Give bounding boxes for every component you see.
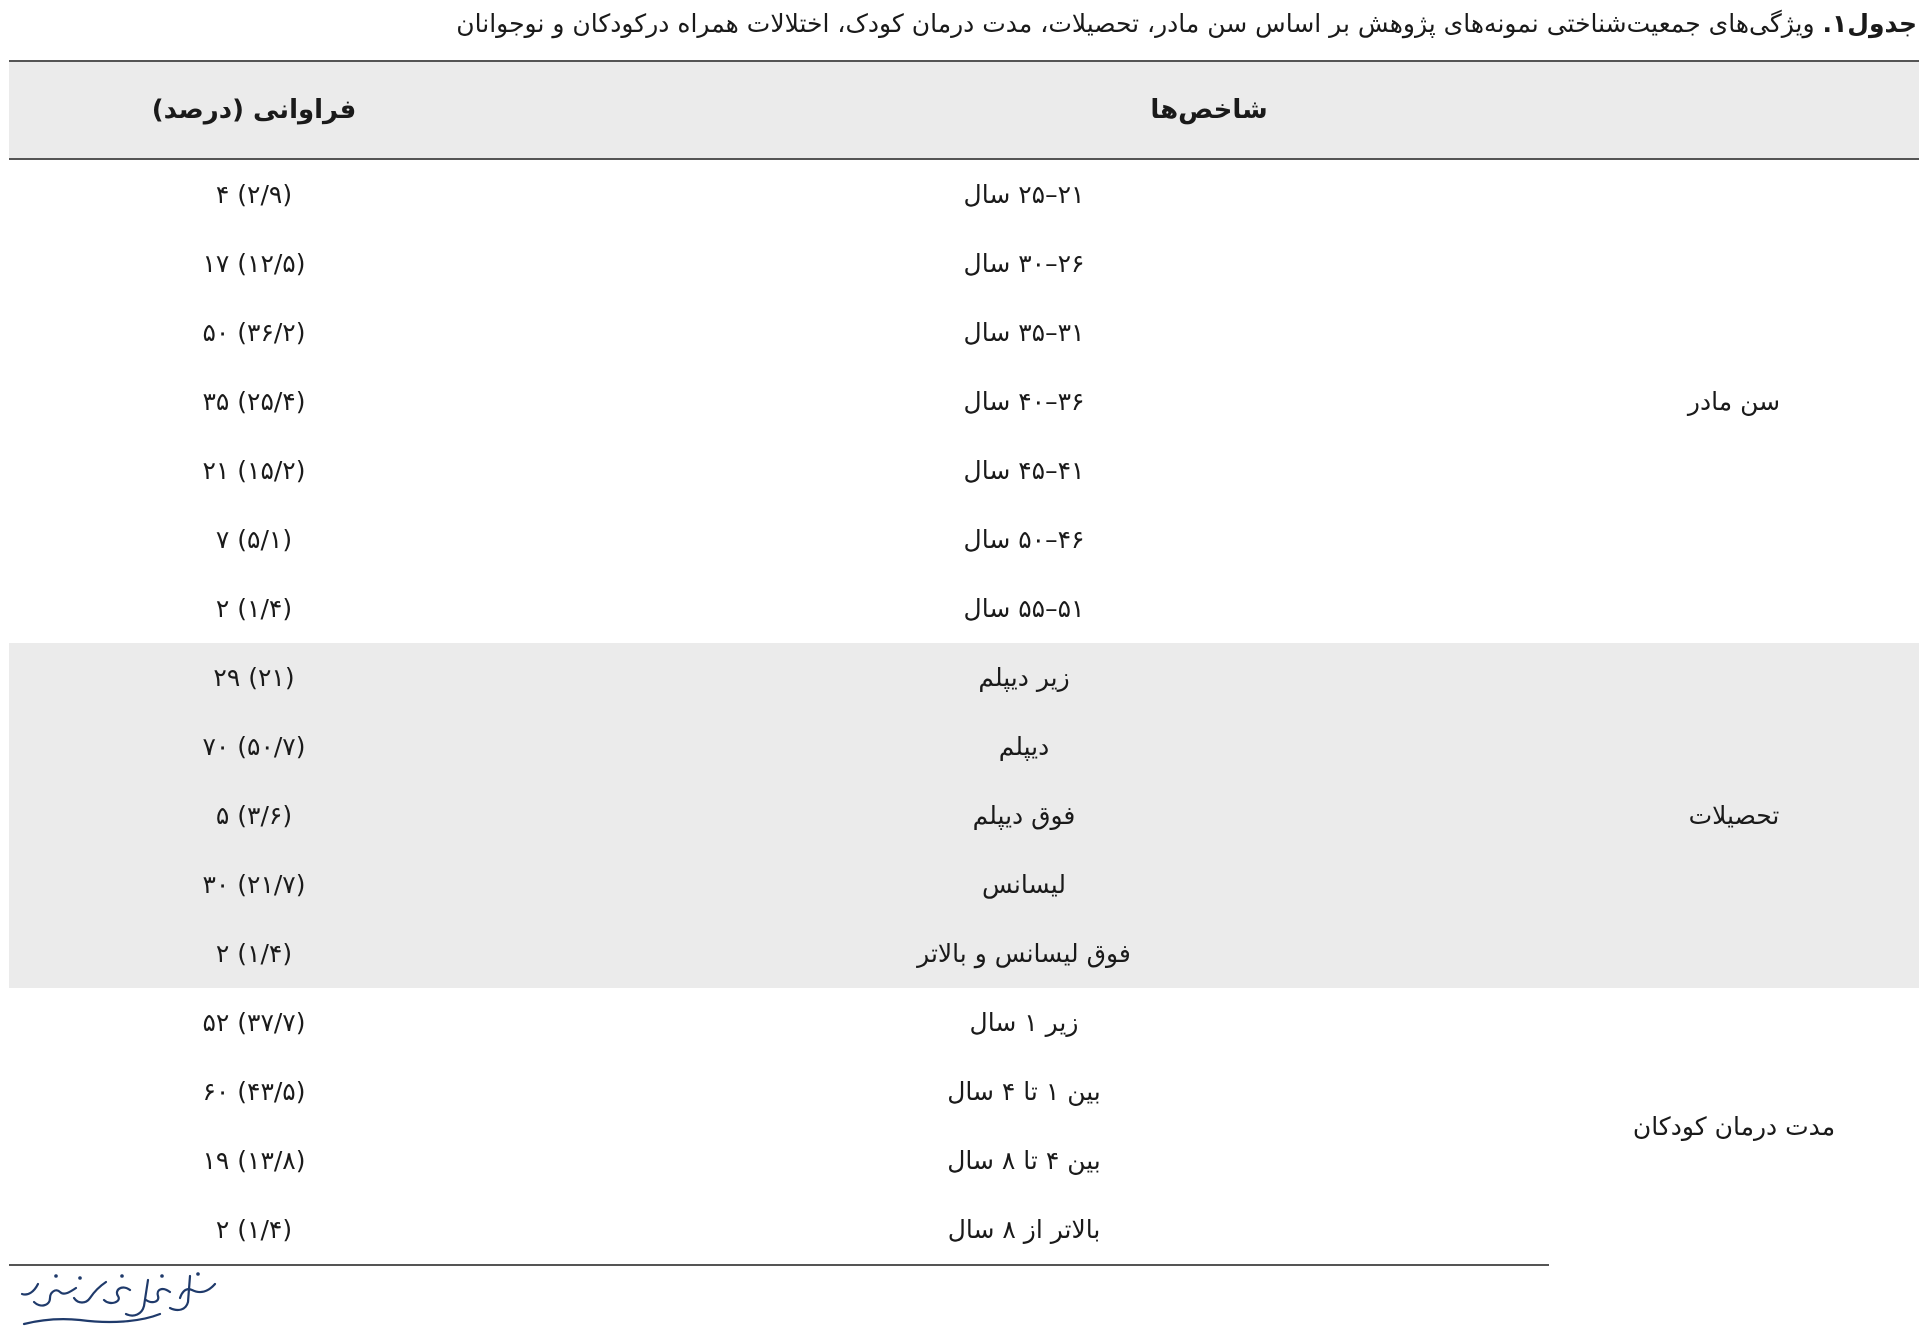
frequency-cell bbox=[9, 643, 499, 712]
frequency-value: (۴۳/۵) ۶۰ bbox=[202, 1077, 306, 1106]
table-body bbox=[9, 159, 1919, 1265]
frequency-value: (۲۵/۴) ۳۵ bbox=[202, 387, 306, 416]
frequency-value: (۱/۴) ۲ bbox=[215, 594, 293, 623]
indicator-cell: ۲۱–۲۵ سال bbox=[963, 180, 1085, 209]
frequency-cell bbox=[9, 367, 499, 436]
group-label: مدت درمان کودکان bbox=[1632, 1112, 1836, 1141]
frequency-value: (۳/۶) ۵ bbox=[215, 801, 293, 830]
frequency-cell bbox=[9, 574, 499, 643]
indicator-cell: زیر دیپلم bbox=[499, 643, 1549, 712]
frequency-value: (۳۷/۷) ۵۲ bbox=[202, 1008, 306, 1037]
frequency-value: (۲/۹) ۴ bbox=[215, 180, 293, 209]
demographics-table bbox=[9, 60, 1919, 1266]
indicator-cell: ۳۶–۴۰ سال bbox=[963, 387, 1085, 416]
table-row bbox=[9, 643, 1919, 712]
frequency-value: (۱/۴) ۲ bbox=[215, 1215, 293, 1244]
indicator-cell: ۴۶–۵۰ سال bbox=[963, 525, 1085, 554]
table-caption bbox=[456, 4, 1917, 44]
group-label: سن مادر bbox=[1687, 387, 1781, 416]
frequency-cell bbox=[9, 850, 499, 919]
group-label: تحصیلات bbox=[1549, 643, 1919, 988]
frequency-value: (۱۵/۲) ۲۱ bbox=[202, 456, 306, 485]
table-row bbox=[9, 159, 1919, 229]
frequency-value: (۵۰/۷) ۷۰ bbox=[202, 732, 306, 761]
frequency-value: (۱۲/۵) ۱۷ bbox=[202, 249, 306, 278]
indicator-cell: بالاتر از ۸ سال bbox=[499, 1195, 1549, 1265]
indicator-cell: لیسانس bbox=[499, 850, 1549, 919]
table-header-row bbox=[9, 61, 1919, 159]
table-row bbox=[9, 988, 1919, 1057]
frequency-value: (۱۳/۸) ۱۹ bbox=[202, 1146, 306, 1175]
demographics-table-container bbox=[9, 60, 1919, 1266]
indicator-cell: زیر ۱ سال bbox=[969, 1008, 1079, 1037]
header-frequency: فراوانی (درصد) bbox=[9, 61, 499, 159]
indicator-cell: دیپلم bbox=[499, 712, 1549, 781]
indicator-cell: فوق دیپلم bbox=[499, 781, 1549, 850]
frequency-cell bbox=[9, 229, 499, 298]
frequency-value: (۲۱/۷) ۳۰ bbox=[202, 870, 306, 899]
frequency-cell bbox=[9, 436, 499, 505]
frequency-cell bbox=[9, 919, 499, 988]
frequency-cell bbox=[9, 1126, 499, 1195]
frequency-cell bbox=[9, 781, 499, 850]
indicator-cell: ۴۱–۴۵ سال bbox=[963, 456, 1085, 485]
indicator-cell: بین ۴ تا ۸ سال bbox=[947, 1146, 1101, 1175]
indicator-cell: ۲۶–۳۰ سال bbox=[963, 249, 1085, 278]
journal-logo bbox=[10, 1262, 225, 1332]
frequency-value: (۱/۴) ۲ bbox=[215, 939, 293, 968]
frequency-cell bbox=[9, 988, 499, 1057]
caption-text: ویژگی‌های جمعیت‌شناختی نمونه‌های پژوهش بر اساس سن مادر، تحصیلات، مدت درمان کودک، اختلالات همراه درکودکان و نوجوانان bbox=[456, 9, 1823, 38]
frequency-value: (۵/۱) ۷ bbox=[215, 525, 293, 554]
frequency-cell bbox=[9, 159, 499, 229]
caption-label: جدول۱. bbox=[1822, 9, 1917, 38]
header-indicators: شاخص‌ها bbox=[499, 61, 1919, 159]
indicator-cell: فوق لیسانس و بالاتر bbox=[499, 919, 1549, 988]
frequency-cell bbox=[9, 505, 499, 574]
frequency-value: (۲۱) ۲۹ bbox=[213, 663, 295, 692]
frequency-cell bbox=[9, 298, 499, 367]
frequency-cell bbox=[9, 1057, 499, 1126]
frequency-cell bbox=[9, 1195, 499, 1265]
frequency-cell bbox=[9, 712, 499, 781]
indicator-cell: ۵۱–۵۵ سال bbox=[963, 594, 1085, 623]
indicator-cell: بین ۱ تا ۴ سال bbox=[947, 1077, 1101, 1106]
frequency-value: (۳۶/۲) ۵۰ bbox=[202, 318, 306, 347]
indicator-cell: ۳۱–۳۵ سال bbox=[963, 318, 1085, 347]
